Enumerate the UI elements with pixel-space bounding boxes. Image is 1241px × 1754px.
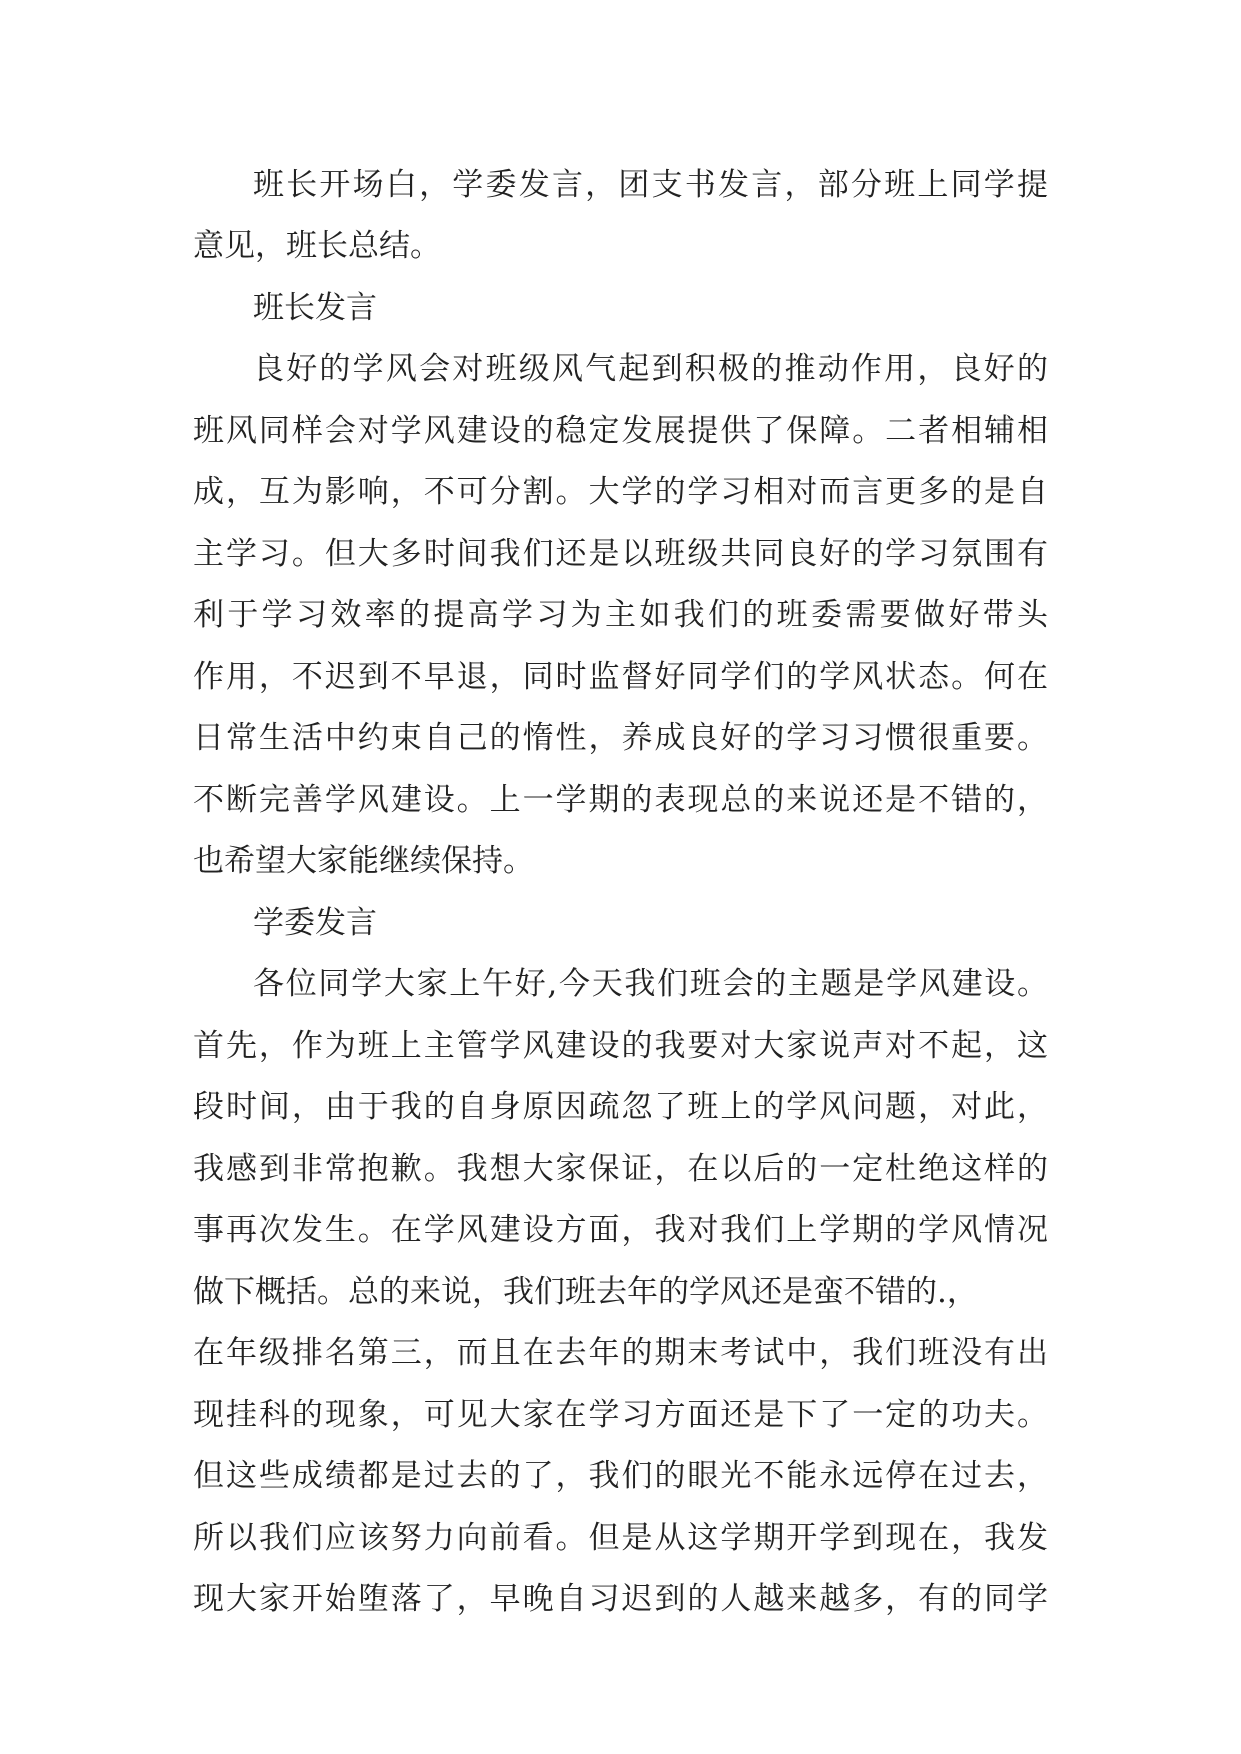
section-heading-monitor-speech: 班长发言 [253, 290, 377, 326]
paragraph-line: 日常生活中约束自己的惰性，养成良好的学习习惯很重要。 [193, 720, 1048, 756]
paragraph-line: 事再次发生。在学风建设方面，我对我们上学期的学风情况 [193, 1212, 1048, 1248]
paragraph-line: 主学习。但大多时间我们还是以班级共同良好的学习氛围有 [193, 536, 1048, 572]
paragraph-line: 班长开场白，学委发言，团支书发言，部分班上同学提 [253, 167, 1048, 203]
paragraph-line: 我感到非常抱歉。我想大家保证，在以后的一定杜绝这样的 [193, 1151, 1048, 1187]
paragraph-line: 班风同样会对学风建设的稳定发展提供了保障。二者相辅相 [193, 413, 1048, 449]
paragraph-line: 但这些成绩都是过去的了，我们的眼光不能永远停在过去， [193, 1458, 1048, 1494]
paragraph-line: 在年级排名第三，而且在去年的期末考试中，我们班没有出 [193, 1335, 1048, 1371]
paragraph-line: 良好的学风会对班级风气起到积极的推动作用，良好的 [253, 351, 1048, 387]
paragraph-line: 所以我们应该努力向前看。但是从这学期开学到现在，我发 [193, 1520, 1048, 1556]
paragraph-line: 首先，作为班上主管学风建设的我要对大家说声对不起，这 [193, 1028, 1048, 1064]
paragraph-line: 利于学习效率的提高学习为主如我们的班委需要做好带头 [193, 597, 1048, 633]
paragraph-line: 不断完善学风建设。上一学期的表现总的来说还是不错的， [193, 782, 1048, 818]
paragraph-line: 做下概括。总的来说，我们班去年的学风还是蛮不错的.， [193, 1274, 978, 1310]
paragraph-line: 成，互为影响，不可分割。大学的学习相对而言更多的是自 [193, 474, 1048, 510]
paragraph-line: 现挂科的现象，可见大家在学习方面还是下了一定的功夫。 [193, 1397, 1048, 1433]
paragraph-line: 作用，不迟到不早退，同时监督好同学们的学风状态。何在 [193, 659, 1048, 695]
paragraph-line: 也希望大家能继续保持。 [193, 843, 534, 879]
paragraph-line: 各位同学大家上午好,今天我们班会的主题是学风建设。 [253, 966, 1048, 1002]
section-heading-study-rep-speech: 学委发言 [253, 905, 377, 941]
paragraph-line: 现大家开始堕落了，早晚自习迟到的人越来越多，有的同学 [193, 1581, 1048, 1617]
paragraph-line: 段时间，由于我的自身原因疏忽了班上的学风问题，对此， [193, 1089, 1048, 1125]
paragraph-line: 意见，班长总结。 [193, 228, 441, 264]
